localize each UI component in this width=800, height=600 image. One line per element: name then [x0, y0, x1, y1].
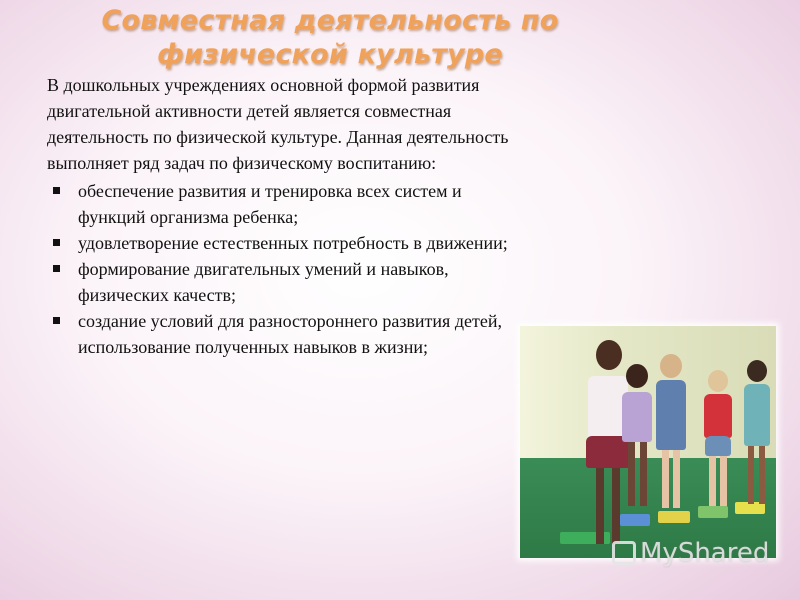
slide-title-line-2: физической культуре — [157, 39, 503, 70]
bullet-text: обеспечение развития и тренировка всех систем и функций организма ребенка; — [78, 181, 462, 227]
bullet-item — [47, 178, 527, 230]
child-figure — [700, 370, 736, 510]
watermark — [612, 538, 769, 568]
bullet-list — [47, 178, 527, 360]
myshared-logo-icon — [612, 541, 636, 565]
child-figure — [652, 354, 690, 514]
watermark-text: MyShared — [640, 538, 770, 568]
intro-paragraph: В дошкольных учреждениях основной формой развития двигательной активности детей является совместная деятельность по физической культуре. Данная деятельность выполняет ряд задач по физическому воспитанию: — [47, 75, 509, 173]
bullet-item — [47, 256, 527, 308]
slide-body — [47, 72, 527, 360]
square-bullet-icon — [53, 239, 60, 246]
child-figure — [740, 360, 774, 508]
bullet-text: создание условий для разностороннего развития детей, использование полученных навыков в жизни; — [78, 311, 502, 357]
bullet-item — [47, 230, 527, 256]
slide-title-line-1: Совместная деятельность по — [101, 5, 559, 36]
bullet-text: удовлетворение естественных потребность в движении; — [78, 233, 508, 253]
bullet-item — [47, 308, 527, 360]
slide-title — [40, 4, 620, 72]
square-bullet-icon — [53, 265, 60, 272]
square-bullet-icon — [53, 187, 60, 194]
bullet-text: формирование двигательных умений и навыков, физических качеств; — [78, 259, 449, 305]
square-bullet-icon — [53, 317, 60, 324]
children-exercise-photo — [520, 326, 776, 558]
